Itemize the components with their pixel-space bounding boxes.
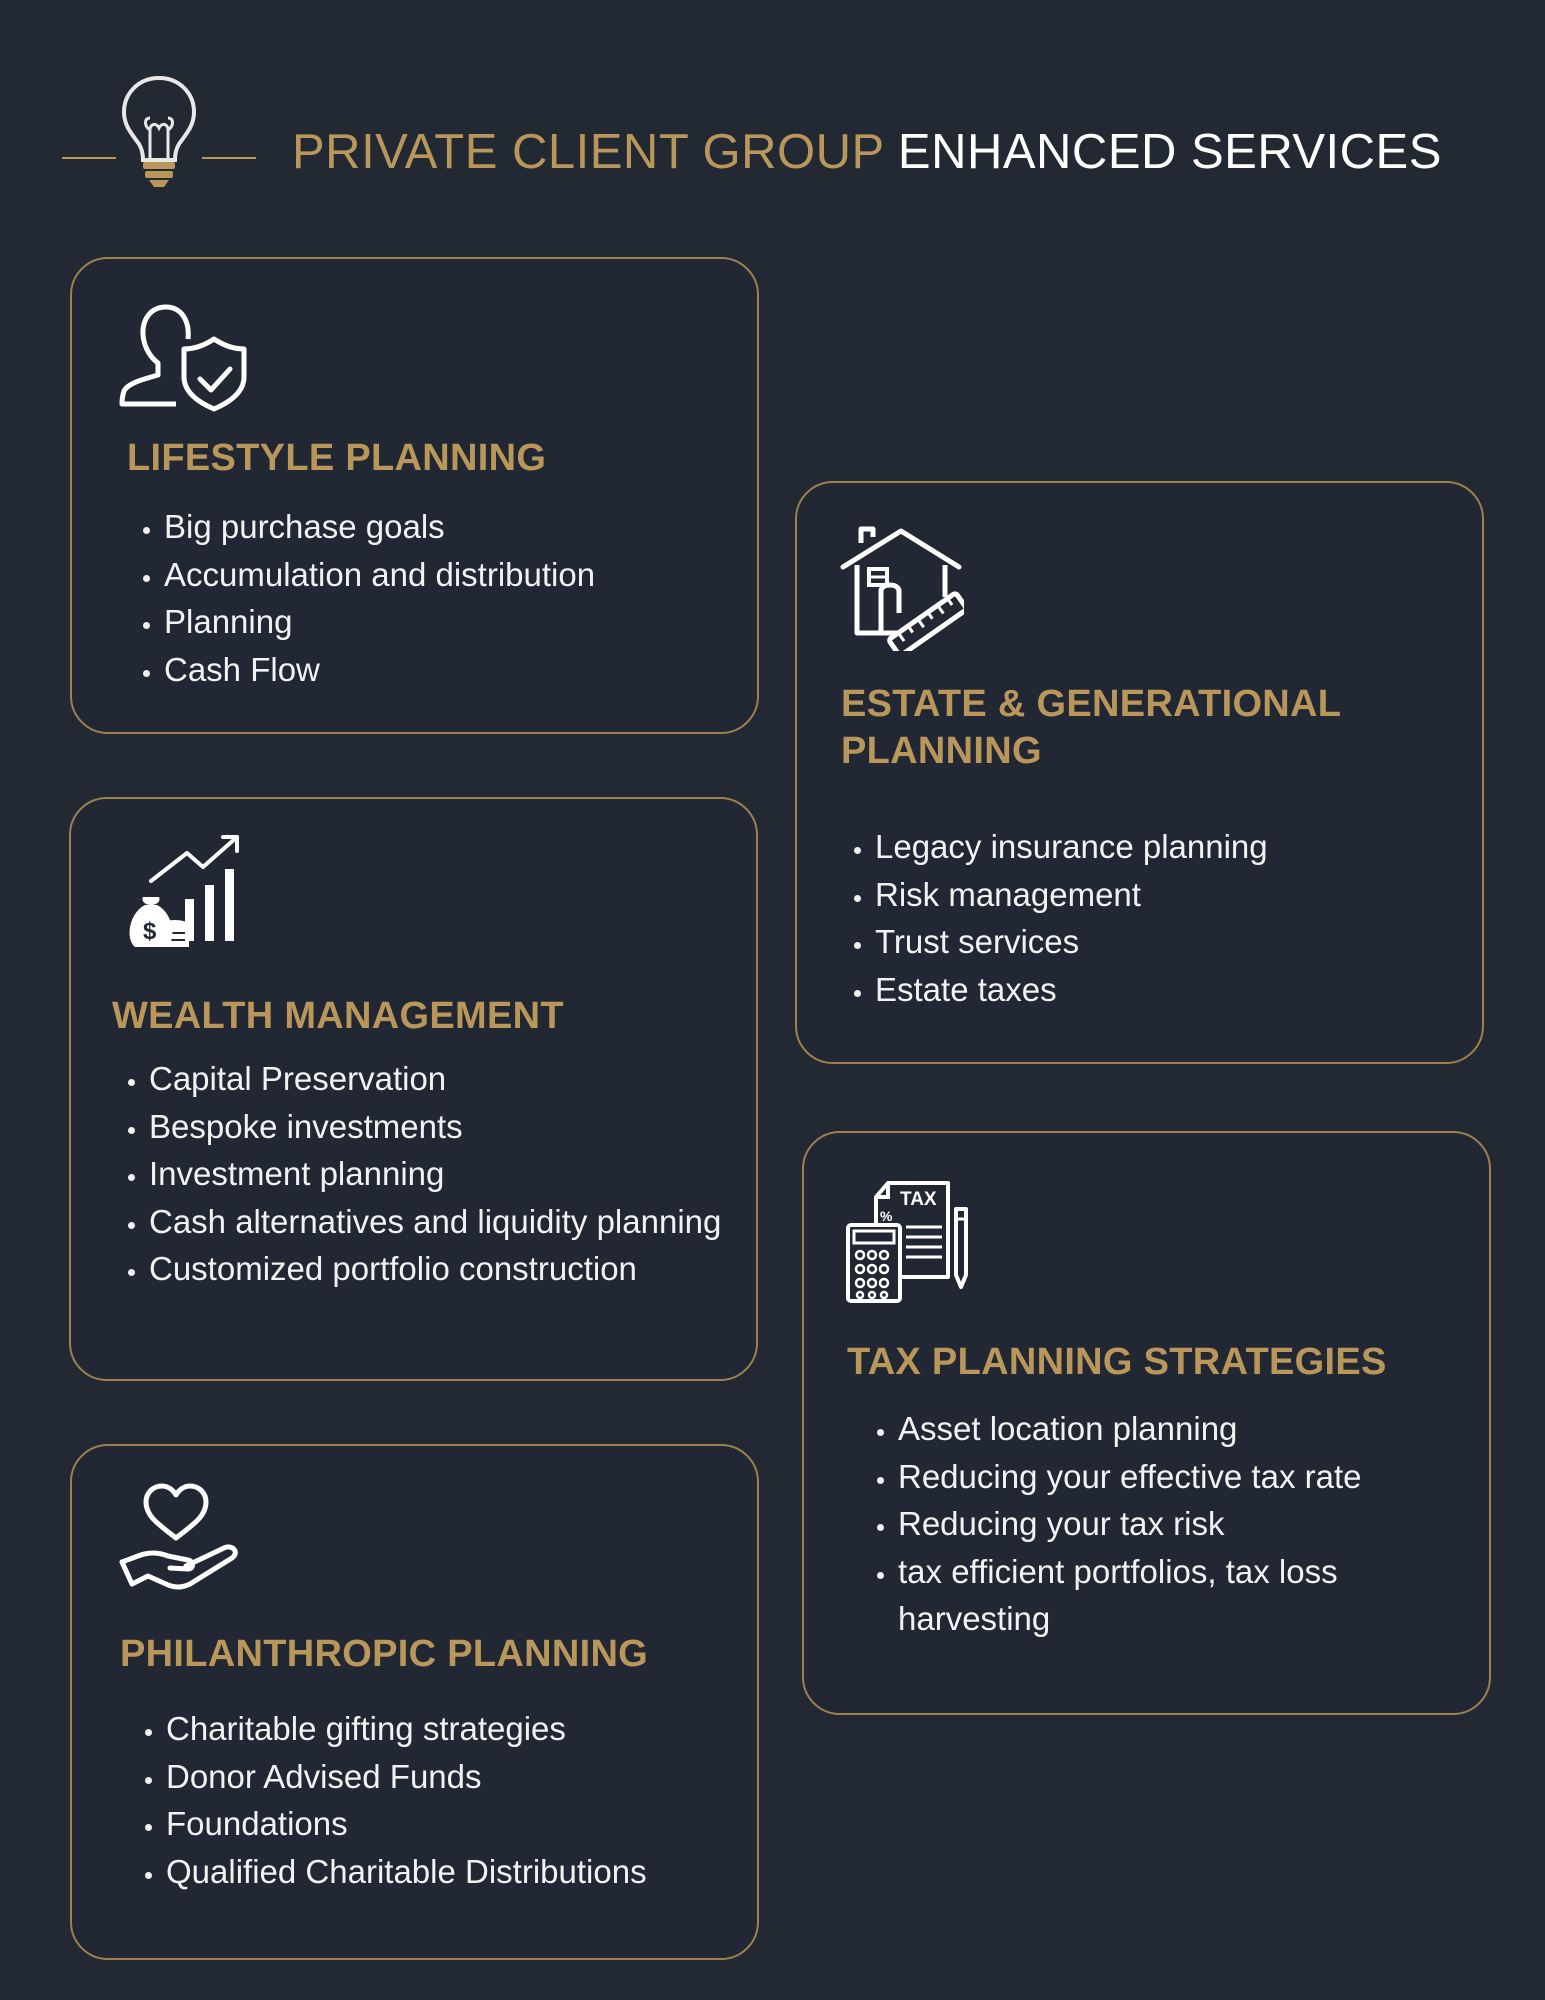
tax-planning-card xyxy=(802,1131,1491,1715)
tax-calculator-icon xyxy=(846,1175,971,1305)
list-item: • Customized portfolio construction xyxy=(149,1245,759,1293)
list-item: • Donor Advised Funds xyxy=(166,1753,766,1801)
estate-heading-line1: ESTATE & GENERATIONAL xyxy=(841,683,1342,725)
house-ruler-icon xyxy=(839,521,964,651)
list-item: • Reducing your effective tax rate xyxy=(898,1453,1498,1501)
list-item: • Trust services xyxy=(875,918,1475,966)
person-shield-icon xyxy=(118,289,248,414)
list-item: • Big purchase goals xyxy=(164,503,764,551)
heart-hand-icon xyxy=(118,1476,248,1601)
list-item: • Asset location planning xyxy=(898,1405,1498,1453)
list-item: • Bespoke investments xyxy=(149,1103,759,1151)
lifestyle-heading: LIFESTYLE PLANNING xyxy=(127,437,547,479)
estate-planning-card xyxy=(795,481,1484,1064)
list-item: • Cash alternatives and liquidity planning xyxy=(149,1198,759,1246)
estate-list xyxy=(841,823,1475,1013)
list-item: • Reducing your tax risk xyxy=(898,1500,1498,1548)
wealth-management-card xyxy=(69,797,758,1381)
wealth-list xyxy=(115,1055,759,1293)
list-item: • Risk management xyxy=(875,871,1475,919)
list-item: • Accumulation and distribution xyxy=(164,551,764,599)
list-item: • Legacy insurance planning xyxy=(875,823,1475,871)
list-item: • tax efficient portfolios, tax loss harvesting xyxy=(898,1548,1498,1643)
list-item: • Estate taxes xyxy=(875,966,1475,1014)
list-item: • Foundations xyxy=(166,1800,766,1848)
list-item: • Cash Flow xyxy=(164,646,764,694)
title-white-part: ENHANCED SERVICES xyxy=(897,125,1442,179)
philanthropic-heading: PHILANTHROPIC PLANNING xyxy=(120,1633,649,1675)
estate-heading xyxy=(841,681,1441,775)
tax-list xyxy=(864,1405,1498,1643)
page-title xyxy=(292,124,1442,180)
list-item: • Capital Preservation xyxy=(149,1055,759,1103)
lightbulb-icon xyxy=(60,70,260,190)
lifestyle-list xyxy=(130,503,764,693)
money-chart-icon xyxy=(123,829,253,954)
wealth-heading: WEALTH MANAGEMENT xyxy=(112,995,564,1037)
tax-heading: TAX PLANNING STRATEGIES xyxy=(847,1341,1387,1383)
svg-text:%: % xyxy=(880,1208,893,1224)
estate-heading-line2: PLANNING xyxy=(841,730,1042,772)
title-gold-part: PRIVATE CLIENT GROUP xyxy=(292,125,884,179)
tax-icon-label: TAX xyxy=(900,1189,937,1210)
lifestyle-planning-card xyxy=(70,257,759,734)
list-item: • Charitable gifting strategies xyxy=(166,1705,766,1753)
list-item: • Planning xyxy=(164,598,764,646)
list-item: • Qualified Charitable Distributions xyxy=(166,1848,766,1896)
list-item: • Investment planning xyxy=(149,1150,759,1198)
svg-text:$: $ xyxy=(143,918,157,945)
page-header xyxy=(0,0,1545,220)
philanthropic-list xyxy=(132,1705,766,1895)
philanthropic-planning-card xyxy=(70,1444,759,1960)
